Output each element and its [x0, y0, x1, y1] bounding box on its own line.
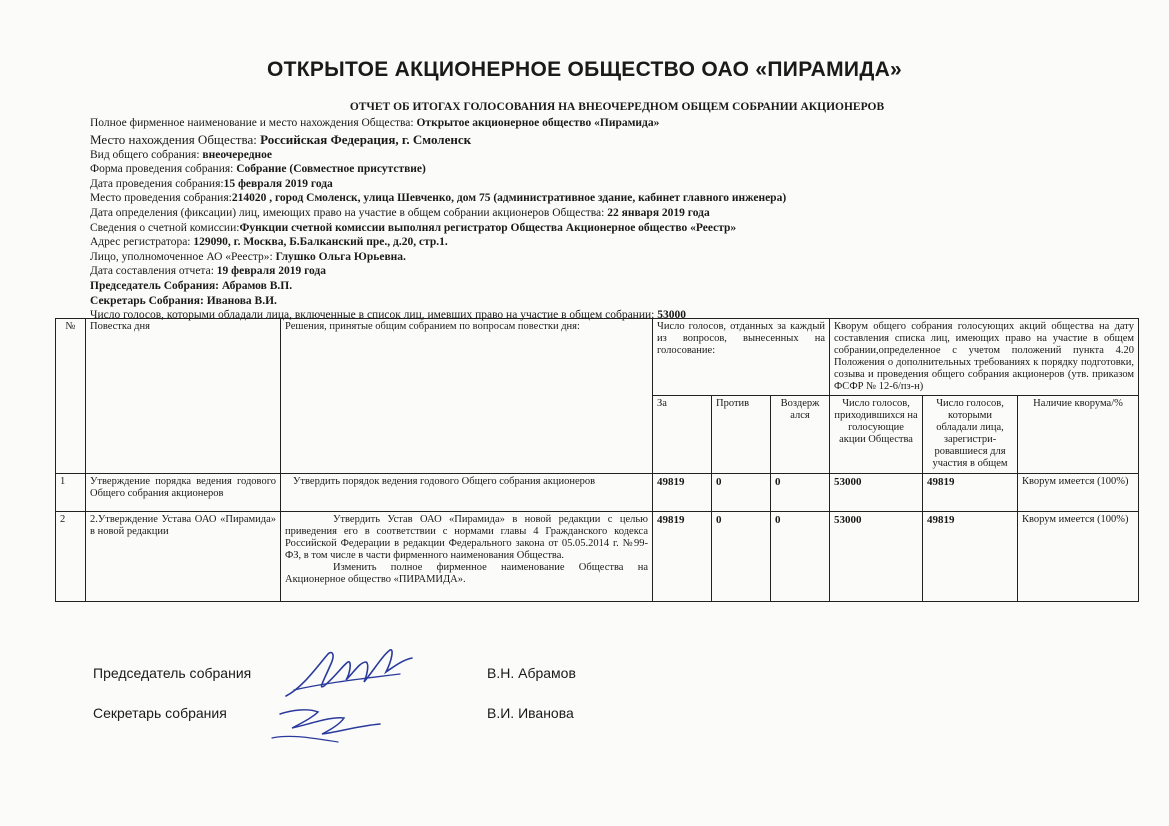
meeting-type-line: Вид общего собрания: внеочередное: [90, 148, 273, 161]
chairman-signature-name: В.Н. Абрамов: [487, 665, 576, 681]
row-shares-votes: 53000: [830, 474, 923, 512]
header-quorum-presence: Наличие кворума/%: [1018, 396, 1139, 474]
header-num: №: [56, 319, 86, 474]
row-num: 2: [56, 512, 86, 602]
date-line: Дата проведения собрания:15 февраля 2019 года: [90, 177, 333, 190]
row-registered-votes: 49819: [923, 512, 1018, 602]
form-line: Форма проведения собрания: Собрание (Совместное присутствие): [90, 163, 426, 176]
header-votes-group: Число голосов, отданных за каждый из вопросов, вынесенных на голосование:: [653, 319, 830, 396]
location-line: Место нахождения Общества: Российская Федерация, г. Смоленск: [90, 131, 472, 147]
row-registered-votes: 49819: [923, 474, 1018, 512]
table-row: [56, 474, 1139, 512]
report-date-line: Дата составления отчета: 19 февраля 2019 года: [90, 265, 327, 278]
row-decision: Утвердить порядок ведения годового Общего собрания акционеров: [281, 474, 653, 512]
secretary-line: Секретарь Собрания: Иванова В.И.: [90, 294, 277, 307]
row-votes-against: 0: [712, 512, 771, 602]
registrar-address-line: Адрес регистратора: 129090, г. Москва, Б.Балканский пре., д.20, стр.1.: [90, 236, 448, 249]
secretary-signature: [262, 698, 392, 748]
header-abstained: Воздерж ался: [771, 396, 830, 474]
row-agenda: 2.Утверждение Устава ОАО «Пирамида» в новой редакции: [86, 512, 281, 602]
header-against: Против: [712, 396, 771, 474]
secretary-signature-label: Секретарь собрания: [93, 705, 227, 721]
place-line: Место проведения собрания:214020 , город Смоленск, улица Шевченко, дом 75 (административное здание, кабинет главного инженера): [90, 192, 787, 205]
row-agenda: Утверждение порядка ведения годового Общего собрания акционеров: [86, 474, 281, 512]
record-date-line: Дата определения (фиксации) лиц, имеющих право на участие в общем собрании акционеров Общества: 22 января 2019 года: [90, 206, 710, 219]
row-shares-votes: 53000: [830, 512, 923, 602]
header-quorum-group: Кворум общего собрания голосующих акций общества на дату составления списка лиц, имеющих право на участие в общем собрании,определенное с учетом положений пункта 4.20 Положения о дополнительных требованиях к порядку подготовки, созыва и проведения общего собрания акционеров (утв. приказом ФСФР № 12-6/пз-н): [830, 319, 1139, 396]
row-decision: [281, 512, 653, 602]
header-votes-registered: Число голосов, которыми обладали лица, зарегистри-ровавшиеся для участия в общем: [923, 396, 1018, 474]
votes-total-line: Число голосов, которыми обладали лица, включенные в список лиц, имевших право на участие в общем собрании: 53000: [90, 309, 686, 322]
row-votes-for: 49819: [653, 474, 712, 512]
voting-results-table: [55, 318, 1139, 602]
row-votes-abstained: 0: [771, 512, 830, 602]
report-title: ОТЧЕТ ОБ ИТОГАХ ГОЛОСОВАНИЯ НА ВНЕОЧЕРЕДНОМ ОБЩЕМ СОБРАНИИ АКЦИОНЕРОВ: [349, 101, 885, 113]
header-votes-for-shares: Число голосов, приходившихся на голосующие акции Общества: [830, 396, 923, 474]
row-quorum: Кворум имеется (100%): [1018, 474, 1139, 512]
header-decision: Решения, принятые общим собранием по вопросам повестки дня:: [281, 319, 653, 474]
chairman-signature: [280, 640, 420, 705]
chairman-signature-label: Председатель собрания: [93, 665, 252, 681]
row-num: 1: [56, 474, 86, 512]
secretary-signature-name: В.И. Иванова: [487, 705, 574, 721]
authorized-person-line: Лицо, уполномоченное АО «Реестр»: Глушко Ольга Юрьевна.: [90, 250, 406, 263]
header-agenda: Повестка дня: [86, 319, 281, 474]
row-votes-for: 49819: [653, 512, 712, 602]
decision-paragraph: Утвердить Устав ОАО «Пирамида» в новой редакции с целью приведения его в соответствии с нормами главы 4 Гражданского кодекса Российской Федерации в редакции Федерального закона от 05.05.2014 г. №99-ФЗ, в том числе в части фирменного наименования Общества.: [285, 514, 648, 561]
header-for: За: [653, 396, 712, 474]
chairman-line: Председатель Собрания: Абрамов В.П.: [90, 279, 293, 292]
full-name-line: Полное фирменное наименование и место нахождения Общества: Открытое акционерное общество «Пирамида»: [90, 117, 660, 129]
row-quorum: Кворум имеется (100%): [1018, 512, 1139, 602]
row-votes-abstained: 0: [771, 474, 830, 512]
table-row: [56, 512, 1139, 602]
meeting-info: [90, 116, 786, 323]
row-votes-against: 0: [712, 474, 771, 512]
decision-paragraph: Изменить полное фирменное наименование Общества на Акционерное общество «ПИРАМИДА».: [285, 562, 648, 585]
counting-commission-line: Сведения о счетной комиссии:Функции счетной комиссии выполнял регистратор Общества Акционерное общество «Реестр»: [90, 221, 737, 234]
company-title: ОТКРЫТОЕ АКЦИОНЕРНОЕ ОБЩЕСТВО ОАО «ПИРАМИДА»: [266, 58, 903, 81]
